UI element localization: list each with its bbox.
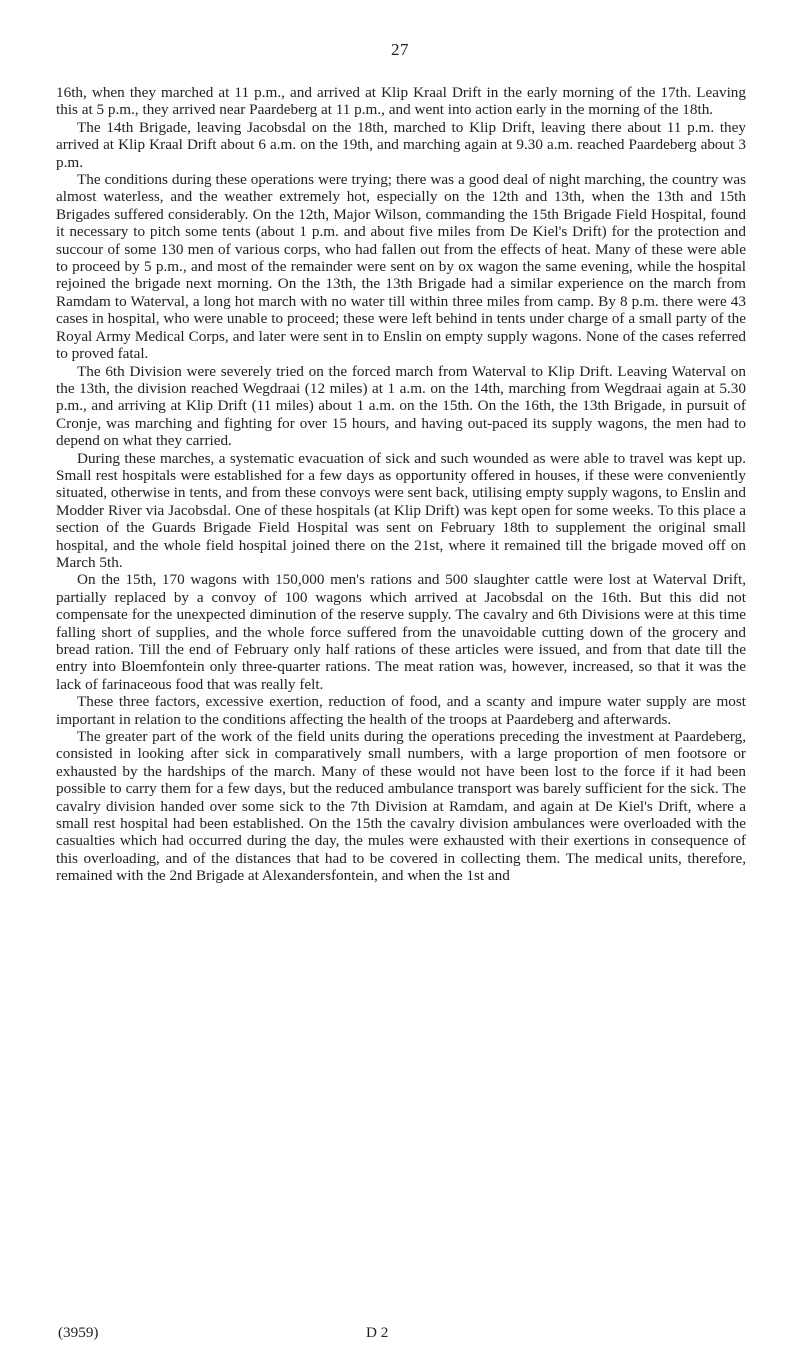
page-number: 27 [391,40,409,59]
paragraph-2: The 14th Brigade, leaving Jacobsdal on the 18th, marched to Klip Drift, leaving there about 11 p.m. they arrived at Klip Kraal Drift about 6 a.m. on the 19th, and marching again at 9.30 a.m. reached Paardeberg about 3 p.m. [56,118,746,171]
signature-mark: D 2 [366,1324,389,1341]
paragraph-1: 16th, when they marched at 11 p.m., and arrived at Klip Kraal Drift in the early morning of the 17th. Leaving this at 5 p.m., they arrived near Paardeberg at 11 p.m., and went into action early in the morning of the 18th. [56,84,746,119]
paragraph-5: During these marches, a systematic evacuation of sick and such wounded as were able to travel was kept up. Small rest hospitals were established for a few days as opportunity offered in houses, if these were conveniently situated, otherwise in tents, and from these convoys were sent back, utilising empty supply wagons, to Enslin and Modder River via Jacobsdal. One of these hospitals (at Klip Drift) was kept open for some weeks. To this place a section of the Guards Brigade Field Hospital was sent on February 18th to supplement the original small hospital, and the whole field hospital joined there on the 21st, where it remained till the brigade moved off on March 5th. [56,449,746,571]
print-code: (3959) [58,1324,99,1341]
body-text [56,84,746,885]
paragraph-8: The greater part of the work of the field units during the operations preceding the investment at Paardeberg, consisted in looking after sick in comparatively small numbers, with a large proportion of men footsore or exhausted by the hardships of the march. Many of these would not have been lost to the force if it had been possible to carry them for a few days, but the reduced ambulance transport was barely sufficient for the sick. The cavalry division handed over some sick to the 7th Division at Ramdam, and again at De Kiel's Drift, where a small rest hospital had been established. On the 15th the cavalry division ambulances were overloaded with the casualties which had occurred during the day, the mules were exhausted with their exertions in consequence of this overloading, and of the distances that had to be covered in collecting them. The medical units, therefore, remained with the 2nd Brigade at Alexandersfontein, and when the 1st and [56,728,746,885]
paragraph-7: These three factors, excessive exertion, reduction of food, and a scanty and impure water supply are most important in relation to the conditions affecting the health of the troops at Paardeberg and afterwards. [56,693,746,728]
paragraph-4: The 6th Division were severely tried on the forced march from Waterval to Klip Drift. Leaving Waterval on the 13th, the division reached Wegdraai (12 miles) at 1 a.m. on the 14th, marching from Wegdraai again at 5.30 p.m., and arriving at Klip Drift (11 miles) about 1 a.m. on the 15th. On the 16th, the 13th Brigade, in pursuit of Cronje, was marching and fighting for over 15 hours, and having out-paced its supply wagons, the men had to depend on what they carried. [56,362,746,450]
paragraph-6: On the 15th, 170 wagons with 150,000 men's rations and 500 slaughter cattle were lost at Waterval Drift, partially replaced by a convoy of 100 wagons which arrived at Jacobsdal on the 16th. But this did not compensate for the unexpected diminution of the reserve supply. The cavalry and 6th Divisions were at this time falling short of supplies, and the whole force suffered from the unavoidable cutting down of the grocery and bread ration. Till the end of February only half rations of these articles were issued, and from that date till the entry into Bloemfontein only three-quarter rations. The meat ration was, however, increased, so that it was the lack of farinaceous food that was really felt. [56,571,746,693]
paragraph-3: The conditions during these operations were trying; there was a good deal of night marching, the country was almost waterless, and the weather extremely hot, especially on the 12th and 13th, when the 13th and 15th Brigades suffered considerably. On the 12th, Major Wilson, commanding the 15th Brigade Field Hospital, found it necessary to pitch some tents (about 1 p.m. and about five miles from De Kiel's Drift) for the protection and succour of some 130 men of various corps, who had fallen out from the effects of heat. Many of these were able to proceed by 5 p.m., and most of the remainder were sent on by ox wagon the same evening, while the hospital rejoined the brigade next morning. On the 13th, the 13th Brigade had a similar experience on the march from Ramdam to Waterval, a long hot march with no water till within three miles from camp. By 8 p.m. there were 43 cases in hospital, who were unable to proceed; these were left behind in tents under charge of a small party of the Royal Army Medical Corps, and later were sent in to Enslin on empty supply wagons. None of the cases referred to proved fatal. [56,171,746,363]
